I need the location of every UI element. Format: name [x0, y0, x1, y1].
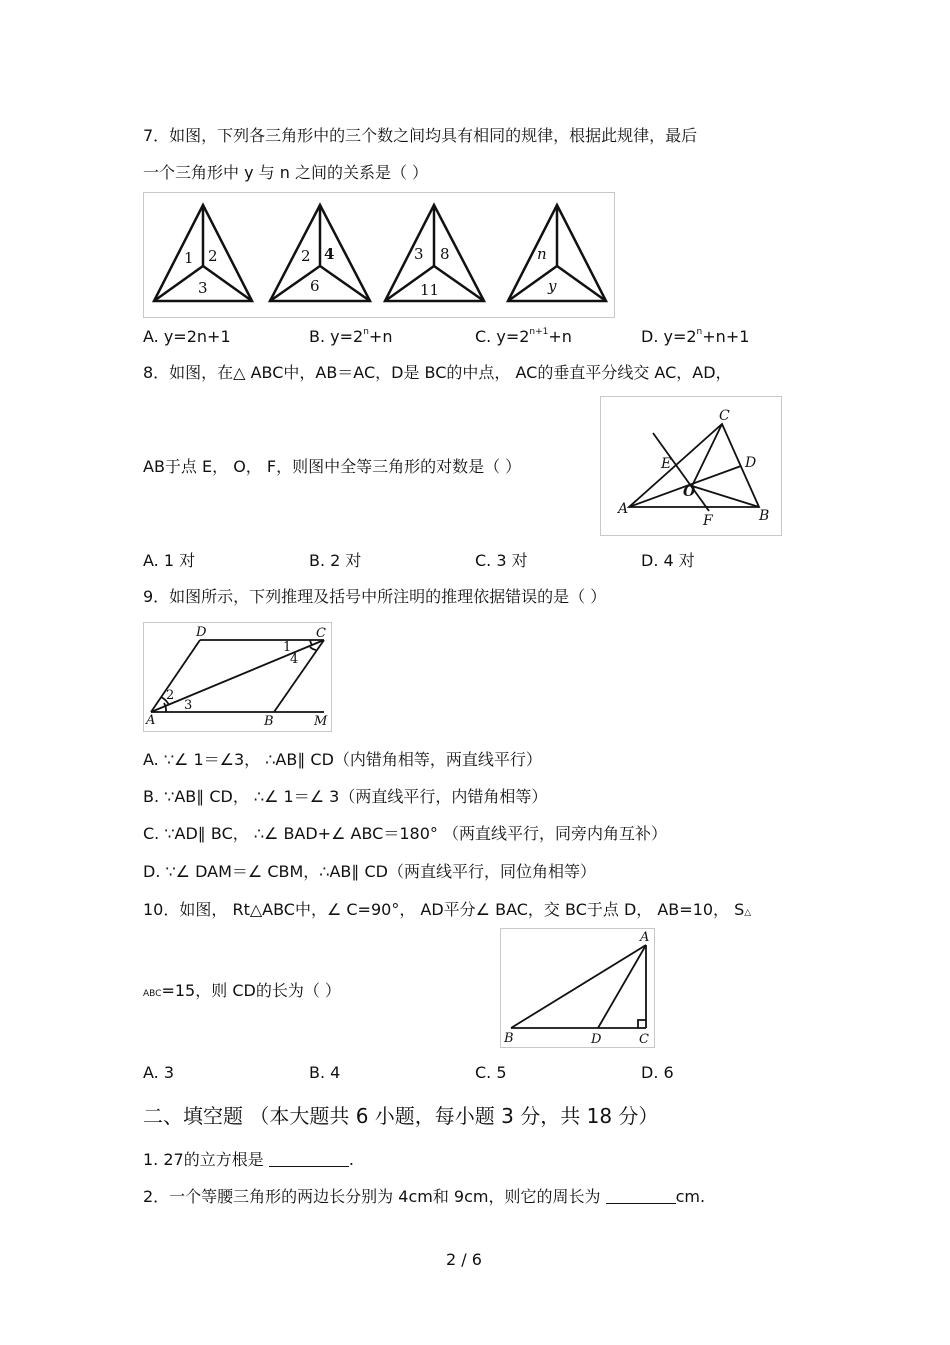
- q7-line2: 一个三角形中 y 与 n 之间的关系是（ ）: [143, 163, 429, 182]
- q9-label-b: B: [264, 714, 274, 729]
- q9-option-c: C. ∵AD∥ BC， ∴∠ BAD+∠ ABC＝180° （两直线平行，同旁内角互补）: [143, 824, 667, 843]
- q10-option-d: D. 6: [641, 1063, 674, 1082]
- q9-option-a: A. ∵∠ 1＝∠3， ∴AB∥ CD（内错角相等，两直线平行）: [143, 750, 542, 769]
- q7-t4-bottom: y: [548, 277, 557, 295]
- q10-figure: [500, 928, 655, 1048]
- q8-label-o: O: [683, 484, 696, 500]
- q10-line2: ABC=15，则 CD的长为（ ）: [143, 981, 341, 1000]
- q9-figure: [143, 622, 332, 732]
- q8-label-c: C: [719, 408, 730, 424]
- q7-t2-right: 4: [324, 245, 335, 263]
- q8-label-d: D: [745, 455, 757, 471]
- q8-label-e: E: [661, 456, 672, 472]
- fill-q2: 2．一个等腰三角形的两边长分别为 4cm和 9cm，则它的周长为 cm.: [143, 1187, 706, 1206]
- q8-option-b: B. 2 对: [309, 551, 362, 570]
- q7-line1: 7．如图，下列各三角形中的三个数之间均具有相同的规律，根据此规律，最后: [143, 126, 698, 145]
- q7-option-c: C. $y=2^{n+1}+n$: [475, 327, 572, 346]
- q8-option-c: C. 3 对: [475, 551, 528, 570]
- q8-label-a: A: [618, 501, 629, 517]
- q9-option-d: D. ∵∠ DAM＝∠ CBM，∴AB∥ CD（两直线平行，同位角相等）: [143, 862, 596, 881]
- q7-t1-left: 1: [184, 249, 194, 267]
- q9-label-a: A: [146, 713, 156, 728]
- q8-figure: [600, 396, 782, 536]
- q10-line1: 10．如图， Rt△ABC中，∠ C=90°， AD平分∠ BAC，交 BC于点 D， AB=10， S△: [143, 900, 752, 919]
- q7-t2-left: 2: [301, 247, 311, 265]
- q7-option-d: D. $y=2^n+n+1$: [641, 327, 750, 346]
- q10-option-b: B. 4: [309, 1063, 341, 1082]
- q8-option-d: D. 4 对: [641, 551, 695, 570]
- q10-option-a: A. 3: [143, 1063, 175, 1082]
- q8-label-f: F: [703, 513, 713, 529]
- q9-angle-1: 1: [283, 640, 292, 655]
- page-number: 2 / 6: [446, 1250, 482, 1269]
- q9-label-d: D: [196, 625, 207, 640]
- q9-angle-3: 3: [184, 698, 193, 713]
- q7-t3-bottom: 11: [420, 281, 440, 299]
- q8-label-b: B: [759, 508, 770, 524]
- fill-q2-blank: [606, 1187, 676, 1204]
- q9-angle-2: 2: [166, 688, 175, 703]
- q7-t3-right: 8: [440, 245, 450, 263]
- q10-label-c: C: [639, 1032, 649, 1047]
- q7-t2-bottom: 6: [310, 277, 320, 295]
- q7-t3-left: 3: [414, 245, 424, 263]
- q7-t4-left: n: [537, 245, 547, 263]
- q10-option-c: C. 5: [475, 1063, 507, 1082]
- q8-line1: 8．如图，在△ ABC中，AB＝AC，D是 BC的中点， AC的垂直平分线交 AC，AD，: [143, 363, 732, 382]
- q7-t1-right: 2: [208, 247, 218, 265]
- q9-line1: 9．如图所示，下列推理及括号中所注明的推理依据错误的是（ ）: [143, 587, 607, 606]
- q10-label-a: A: [640, 930, 650, 945]
- q8-line2: AB于点 E， O， F，则图中全等三角形的对数是（ ）: [143, 457, 522, 476]
- section-2-title: 二、填空题 （本大题共 6 小题，每小题 3 分，共 18 分）: [143, 1104, 659, 1128]
- q7-option-a: A. y=2n+1: [143, 327, 231, 346]
- q10-label-b: B: [504, 1031, 514, 1046]
- q7-figure: [143, 192, 615, 318]
- fill-q1: 1. 27的立方根是 .: [143, 1150, 354, 1169]
- q9-angle-4: 4: [290, 652, 299, 667]
- q7-option-b: B. $y=2^n+n$: [309, 327, 393, 346]
- q8-option-a: A. 1 对: [143, 551, 196, 570]
- q7-t1-bottom: 3: [198, 279, 208, 297]
- q9-label-m: M: [314, 714, 328, 729]
- fill-q1-blank: [269, 1150, 349, 1167]
- q9-option-b: B. ∵AB∥ CD， ∴∠ 1＝∠ 3（两直线平行，内错角相等）: [143, 787, 548, 806]
- q9-label-c: C: [316, 626, 326, 641]
- q10-label-d: D: [591, 1032, 602, 1047]
